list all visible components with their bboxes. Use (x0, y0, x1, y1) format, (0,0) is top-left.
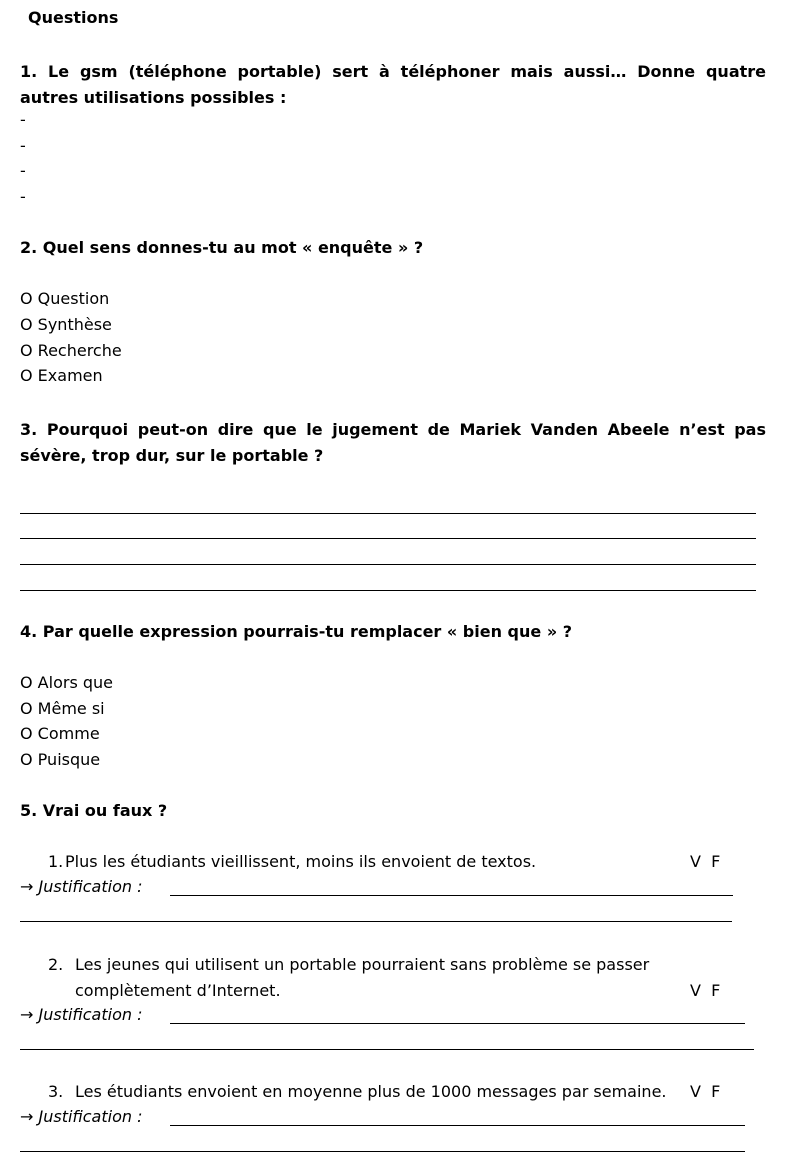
statement-number: 3. (48, 1082, 64, 1101)
option-synthese[interactable]: O Synthèse (20, 315, 112, 334)
justification-line[interactable] (20, 1049, 754, 1050)
true-false-choice[interactable]: V F (690, 852, 721, 871)
answer-line[interactable] (20, 538, 756, 539)
question-1: 1. Le gsm (téléphone portable) sert à téléphoner mais aussi… Donne quatre autres utilisations possibles : (20, 62, 766, 107)
question-3: 3. Pourquoi peut-on dire que le jugement de Mariek Vanden Abeele n’est pas sévère, trop dur, sur le portable ? (20, 420, 766, 465)
justification-label: → Justification : (20, 877, 143, 896)
justification-line[interactable] (20, 1151, 745, 1152)
statement-text: Les étudiants envoient en moyenne plus de 1000 messages par semaine. (75, 1082, 667, 1101)
option-question[interactable]: O Question (20, 289, 110, 308)
question-4: 4. Par quelle expression pourrais-tu remplacer « bien que » ? (20, 622, 572, 641)
page-title: Questions (28, 8, 119, 27)
statement-text: Les jeunes qui utilisent un portable pourraient sans problème se passer (75, 955, 650, 974)
option-puisque[interactable]: O Puisque (20, 750, 101, 769)
question-2: 2. Quel sens donnes-tu au mot « enquête » ? (20, 238, 424, 257)
statement-number: 2. (48, 955, 64, 974)
statement-text-continued: complètement d’Internet. (75, 981, 281, 1000)
option-alors-que[interactable]: O Alors que (20, 673, 113, 692)
justification-line[interactable] (20, 921, 732, 922)
statement-text: Plus les étudiants vieillissent, moins ils envoient de textos. (65, 852, 537, 871)
option-recherche[interactable]: O Recherche (20, 341, 122, 360)
justification-line[interactable] (170, 1023, 745, 1024)
justification-line[interactable] (170, 1125, 745, 1126)
true-false-choice[interactable]: V F (690, 1082, 721, 1101)
answer-line[interactable] (20, 564, 756, 565)
answer-bullet: - (20, 187, 26, 206)
answer-line[interactable] (20, 590, 756, 591)
justification-line[interactable] (170, 895, 733, 896)
option-examen[interactable]: O Examen (20, 366, 103, 385)
justification-label: → Justification : (20, 1005, 143, 1024)
answer-bullet: - (20, 161, 26, 180)
option-meme-si[interactable]: O Même si (20, 699, 105, 718)
option-comme[interactable]: O Comme (20, 724, 100, 743)
statement-number: 1. (48, 852, 64, 871)
question-5: 5. Vrai ou faux ? (20, 801, 168, 820)
answer-bullet: - (20, 110, 26, 129)
answer-bullet: - (20, 136, 26, 155)
justification-label: → Justification : (20, 1107, 143, 1126)
answer-line[interactable] (20, 513, 756, 514)
true-false-choice[interactable]: V F (690, 981, 721, 1000)
